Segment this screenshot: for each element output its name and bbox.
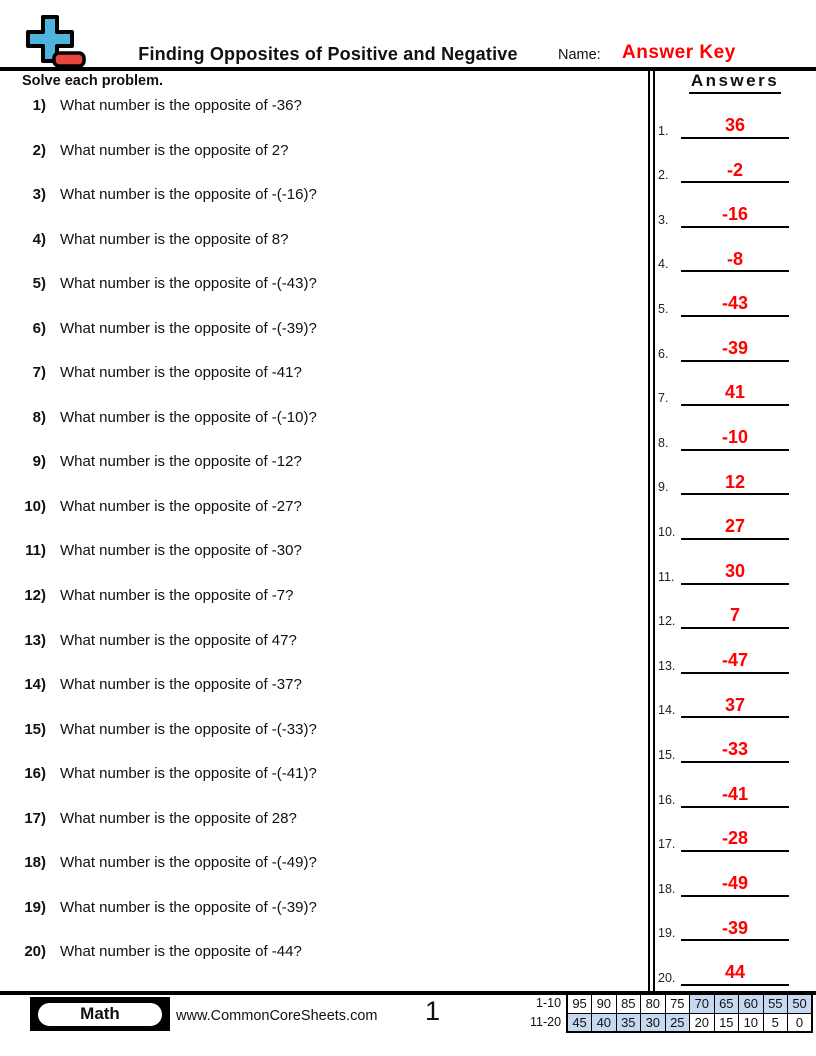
question-text: What number is the opposite of 28?: [60, 809, 297, 827]
answer-value: 41: [681, 382, 789, 406]
answer-row: [654, 406, 816, 451]
score-cell: 20: [690, 1013, 715, 1032]
question-number: 12): [24, 587, 46, 605]
score-cell: 5: [763, 1013, 788, 1032]
answer-row: [654, 317, 816, 362]
score-row1-label: 1-10: [536, 996, 562, 1010]
score-cell: 35: [616, 1013, 641, 1032]
page-number: 1: [425, 996, 441, 1026]
answer-value: -47: [681, 650, 789, 674]
answer-value: -33: [681, 739, 789, 763]
question-number: 13): [24, 631, 46, 649]
question-text: What number is the opposite of -7?: [60, 587, 294, 605]
question-row: [0, 275, 640, 320]
question-text: What number is the opposite of -(-41)?: [60, 765, 317, 783]
answer-number: 10.: [658, 524, 676, 539]
answer-value: 36: [681, 115, 789, 139]
question-number: 10): [24, 497, 46, 515]
score-table-wrap: [530, 993, 813, 1033]
score-cell: 15: [714, 1013, 739, 1032]
answer-row: [654, 808, 816, 853]
question-number: 9): [32, 453, 46, 471]
instructions: Solve each problem.: [22, 73, 164, 89]
name-label: Name:: [558, 47, 601, 63]
score-cell: 10: [739, 1013, 764, 1032]
answer-row: [654, 362, 816, 407]
answer-number: 5.: [658, 301, 669, 316]
answer-number: 18.: [658, 881, 676, 896]
answer-number: 2.: [658, 168, 669, 183]
answer-number: 4.: [658, 257, 669, 272]
score-cell: 70: [690, 994, 715, 1013]
question-row: [0, 186, 640, 231]
subject-badge: [30, 997, 170, 1031]
answer-number: 13.: [658, 658, 676, 673]
question-number: 11): [25, 542, 46, 560]
answer-value: -39: [681, 338, 789, 362]
question-row: [0, 632, 640, 677]
answer-value: -10: [681, 427, 789, 451]
question-row: [0, 676, 640, 721]
answer-number: 17.: [658, 837, 676, 852]
answer-row: [654, 228, 816, 273]
answer-value: 12: [681, 472, 789, 496]
answer-row: [654, 272, 816, 317]
answer-value: 37: [681, 695, 789, 719]
score-cell: 85: [616, 994, 641, 1013]
question-number: 17): [24, 809, 46, 827]
question-text: What number is the opposite of 47?: [60, 631, 297, 649]
answer-number: 14.: [658, 703, 676, 718]
score-cell: 30: [641, 1013, 666, 1032]
page-title: Finding Opposites of Positive and Negative: [138, 44, 518, 64]
score-cell: 75: [665, 994, 690, 1013]
question-number: 20): [24, 943, 46, 961]
question-text: What number is the opposite of -44?: [60, 943, 302, 961]
question-number: 16): [24, 765, 46, 783]
answer-number: 3.: [658, 212, 669, 227]
question-text: What number is the opposite of -41?: [60, 364, 302, 382]
question-row: [0, 854, 640, 899]
question-text: What number is the opposite of -12?: [60, 453, 302, 471]
question-number: 18): [24, 854, 46, 872]
answer-number: 19.: [658, 926, 676, 941]
question-row: [0, 765, 640, 810]
question-row: [0, 409, 640, 454]
score-row2-label: 11-20: [530, 1015, 562, 1029]
answer-value: -49: [681, 873, 789, 897]
website-url: www.CommonCoreSheets.com: [176, 1008, 378, 1024]
answer-row: [654, 585, 816, 630]
question-row: [0, 810, 640, 855]
question-row: [0, 587, 640, 632]
question-text: What number is the opposite of -(-39)?: [60, 898, 317, 916]
answer-value: 7: [681, 605, 789, 629]
questions-list: [0, 97, 640, 988]
answer-number: 1.: [658, 123, 669, 138]
question-row: [0, 721, 640, 766]
question-number: 7): [32, 364, 46, 382]
question-text: What number is the opposite of -(-10)?: [60, 408, 317, 426]
score-table-labels: [530, 993, 561, 1033]
answer-value: 27: [681, 516, 789, 540]
answer-number: 6.: [658, 346, 669, 361]
answers-heading: Answers: [689, 71, 781, 94]
answer-row: [654, 674, 816, 719]
score-cell: 60: [739, 994, 764, 1013]
answer-number: 15.: [658, 747, 676, 762]
answer-row: [654, 852, 816, 897]
answer-number: 11.: [658, 569, 675, 584]
question-text: What number is the opposite of -36?: [60, 97, 302, 114]
question-number: 6): [32, 319, 46, 337]
question-row: [0, 542, 640, 587]
score-row-1: [567, 994, 812, 1013]
subject-badge-label: Math: [36, 1001, 164, 1028]
question-row: [0, 899, 640, 944]
question-number: 5): [32, 275, 46, 293]
question-row: [0, 97, 640, 142]
score-table: [566, 993, 813, 1033]
answer-row: [654, 941, 816, 986]
answer-key-label: Answer Key: [622, 42, 736, 63]
answer-row: [654, 183, 816, 228]
score-cell: 95: [567, 994, 592, 1013]
answer-row: [654, 540, 816, 585]
answer-row: [654, 629, 816, 674]
question-text: What number is the opposite of -(-49)?: [60, 854, 317, 872]
question-text: What number is the opposite of 8?: [60, 230, 289, 248]
score-cell: 50: [788, 994, 813, 1013]
answer-value: 30: [681, 561, 789, 585]
question-number: 4): [32, 230, 46, 248]
question-row: [0, 320, 640, 365]
answer-number: 16.: [658, 792, 676, 807]
question-row: [0, 231, 640, 276]
question-text: What number is the opposite of 2?: [60, 141, 289, 159]
question-text: What number is the opposite of -37?: [60, 676, 302, 694]
answer-value: -28: [681, 828, 789, 852]
score-row-2: [567, 1013, 812, 1032]
question-row: [0, 364, 640, 409]
score-cell: 80: [641, 994, 666, 1013]
answer-number: 8.: [658, 435, 669, 450]
answer-row: [654, 718, 816, 763]
answer-value: -8: [681, 249, 789, 273]
answer-value: -39: [681, 918, 789, 942]
answer-number: 20.: [658, 970, 676, 985]
answer-value: -43: [681, 293, 789, 317]
answers-heading-wrap: [660, 71, 810, 94]
answer-value: 44: [681, 962, 789, 986]
question-text: What number is the opposite of -(-39)?: [60, 319, 317, 337]
question-text: What number is the opposite of -(-33)?: [60, 720, 317, 738]
answers-list: [654, 94, 816, 986]
score-cell: 25: [665, 1013, 690, 1032]
question-number: 8): [32, 408, 46, 426]
question-text: What number is the opposite of -30?: [60, 542, 302, 560]
question-number: 15): [24, 720, 46, 738]
score-cell: 0: [788, 1013, 813, 1032]
score-cell: 40: [592, 1013, 617, 1032]
question-number: 19): [24, 898, 46, 916]
score-cell: 45: [567, 1013, 592, 1032]
question-number: 1): [32, 97, 46, 114]
question-number: 14): [24, 676, 46, 694]
answer-number: 9.: [658, 480, 669, 495]
question-text: What number is the opposite of -27?: [60, 497, 302, 515]
score-cell: 55: [763, 994, 788, 1013]
question-number: 3): [32, 186, 46, 204]
question-number: 2): [32, 141, 46, 159]
score-cell: 65: [714, 994, 739, 1013]
answer-value: -16: [681, 204, 789, 228]
question-row: [0, 943, 640, 988]
answer-row: [654, 451, 816, 496]
question-text: What number is the opposite of -(-43)?: [60, 275, 317, 293]
question-row: [0, 142, 640, 187]
answer-number: 7.: [658, 391, 669, 406]
answer-row: [654, 94, 816, 139]
question-row: [0, 498, 640, 543]
answer-number: 12.: [658, 614, 676, 629]
question-row: [0, 453, 640, 498]
score-cell: 90: [592, 994, 617, 1013]
question-text: What number is the opposite of -(-16)?: [60, 186, 317, 204]
answer-row: [654, 763, 816, 808]
answer-value: -2: [681, 160, 789, 184]
answer-value: -41: [681, 784, 789, 808]
answer-row: [654, 897, 816, 942]
answer-row: [654, 139, 816, 184]
answer-row: [654, 495, 816, 540]
